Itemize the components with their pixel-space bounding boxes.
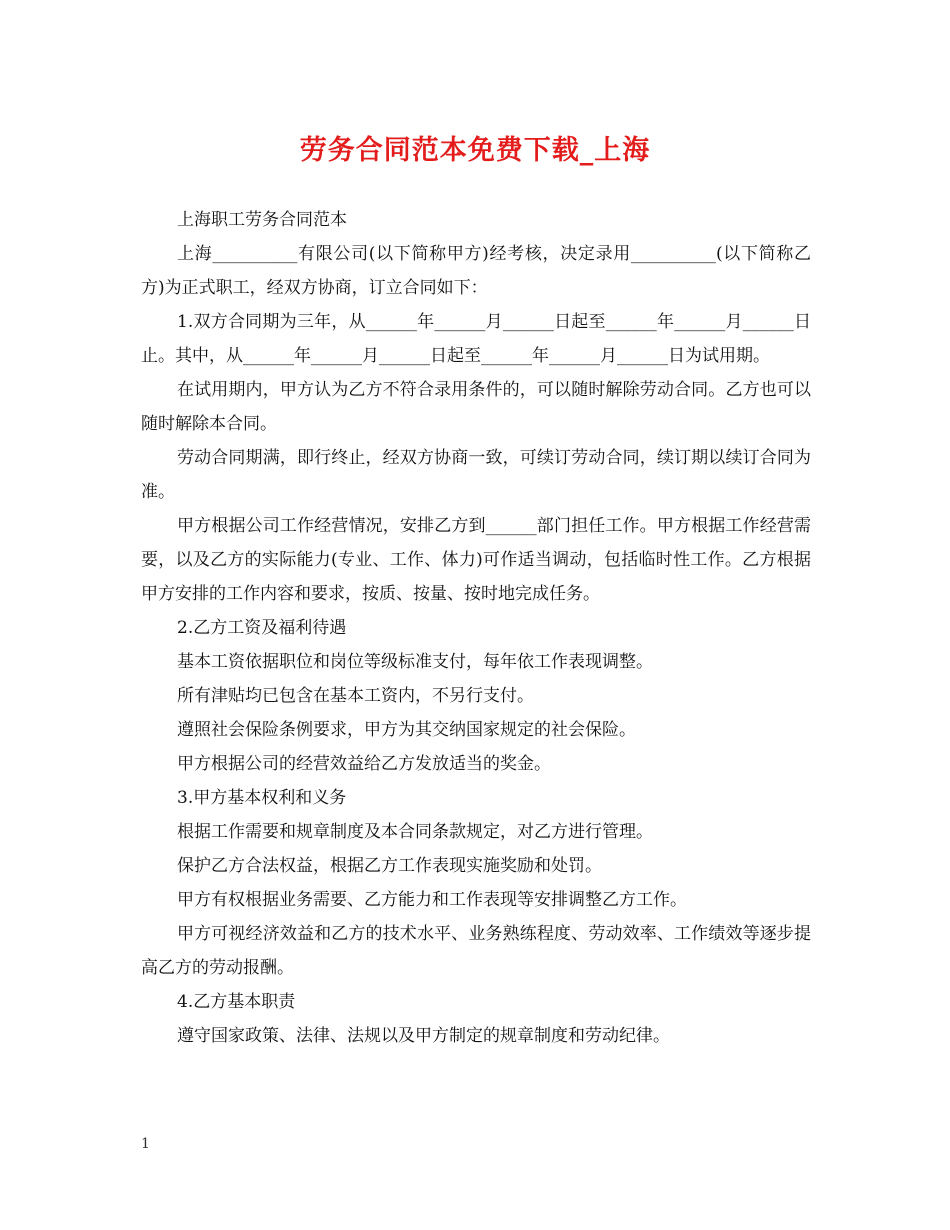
paragraph-heading: 上海职工劳务合同范本 — [177, 210, 347, 230]
section-heading-employer-rights: 3.甲方基本权利和义务 — [177, 788, 347, 808]
paragraph-protection: 保护乙方合法权益，根据乙方工作表现实施奖励和处罚。 — [177, 856, 602, 876]
paragraph-renewal: 劳动合同期满，即行终止，经双方协商一致，可续订劳动合同，续订期以续订合同为准。 — [141, 448, 811, 502]
document-title: 劳务合同范本免费下载_上海 — [299, 135, 651, 166]
paragraph-compliance: 遵守国家政策、法律、法规以及甲方制定的规章制度和劳动纪律。 — [177, 1026, 670, 1046]
section-heading-salary: 2.乙方工资及福利待遇 — [177, 618, 347, 638]
section-heading-employee-duties: 4.乙方基本职责 — [177, 992, 296, 1012]
paragraph-allowance: 所有津贴均已包含在基本工资内，不另行支付。 — [177, 686, 534, 706]
paragraph-probation: 在试用期内，甲方认为乙方不符合录用条件的，可以随时解除劳动合同。乙方也可以随时解除本合同。 — [141, 380, 811, 434]
paragraph-adjustment: 甲方有权根据业务需要、乙方能力和工作表现等安排调整乙方工作。 — [177, 890, 687, 910]
paragraph-bonus: 甲方根据公司的经营效益给乙方发放适当的奖金。 — [177, 754, 551, 774]
paragraph-intro: 上海__________有限公司(以下简称甲方)经考核，决定录用__________(以下简称乙方)为正式职工，经双方协商，订立合同如下： — [141, 244, 811, 298]
paragraph-term: 1.双方合同期为三年，从______年______月______日起至______年______月______日止。其中，从______年______月______日起至______年______月______日为试用期。 — [141, 312, 811, 366]
paragraph-assignment: 甲方根据公司工作经营情况，安排乙方到______部门担任工作。甲方根据工作经营需要，以及乙方的实际能力(专业、工作、体力)可作适当调动，包括临时性工作。乙方根据甲方安排的工作内容和要求，按质、按量、按时地完成任务。 — [141, 516, 811, 604]
document-body — [141, 203, 811, 1053]
paragraph-compensation: 甲方可视经济效益和乙方的技术水平、业务熟练程度、劳动效率、工作绩效等逐步提高乙方的劳动报酬。 — [141, 924, 811, 978]
paragraph-insurance: 遵照社会保险条例要求，甲方为其交纳国家规定的社会保险。 — [177, 720, 636, 740]
paragraph-base-salary: 基本工资依据职位和岗位等级标准支付，每年依工作表现调整。 — [177, 652, 653, 672]
page-number: 1 — [141, 1136, 150, 1152]
paragraph-management: 根据工作需要和规章制度及本合同条款规定，对乙方进行管理。 — [177, 822, 653, 842]
